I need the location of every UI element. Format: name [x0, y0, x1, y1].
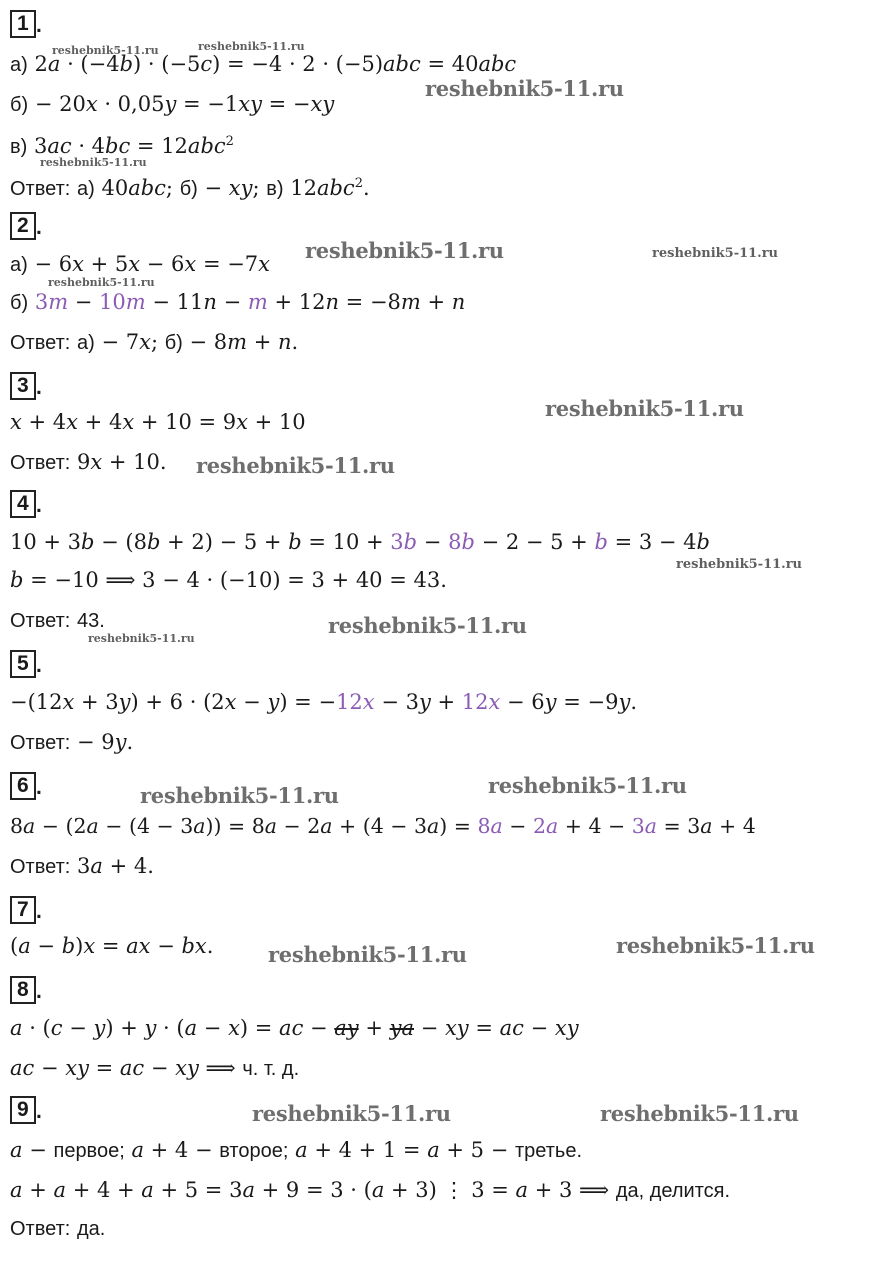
watermark: reshebnik5-11.ru — [425, 76, 624, 101]
answer-line: Ответ: а) 40abc; б) − xy; в) 12abc$^2$. — [10, 176, 370, 200]
problem-number: 5 — [10, 650, 36, 678]
problem-number: 4 — [10, 490, 36, 518]
answer-line: Ответ: да. — [10, 1218, 106, 1240]
number-dot: . — [36, 980, 42, 1003]
number-dot: . — [36, 1100, 42, 1123]
solution-line: (a − b)x = ax − bx. — [10, 934, 214, 958]
answer-line: Ответ: − 9y. — [10, 730, 134, 754]
watermark: reshebnik5-11.ru — [305, 238, 504, 263]
answer-line: Ответ: 43. — [10, 610, 105, 632]
solution-line: x + 4x + 4x + 10 = 9x + 10 — [10, 410, 306, 434]
watermark: reshebnik5-11.ru — [616, 933, 815, 958]
watermark: reshebnik5-11.ru — [268, 942, 467, 967]
solution-line: 10 + 3b − (8b + 2) − 5 + b = 10 + 3b − 8b − 2 − 5 + b = 3 − 4b — [10, 530, 710, 554]
number-dot: . — [36, 216, 42, 239]
watermark: reshebnik5-11.ru — [652, 246, 779, 261]
solution-line: b = −10 ⟹ 3 − 4 · (−10) = 3 + 40 = 43. — [10, 568, 447, 592]
number-dot: . — [36, 776, 42, 799]
solution-line: а) − 6x + 5x − 6x = −7x — [10, 252, 271, 276]
solution-line: a − первое; a + 4 − второе; a + 4 + 1 = a + 5 − третье. — [10, 1138, 583, 1162]
problem-number: 3 — [10, 372, 36, 400]
solution-line: б) − 20x · 0,05y = −1xy = −xy — [10, 92, 335, 116]
watermark: reshebnik5-11.ru — [328, 613, 527, 638]
watermark: reshebnik5-11.ru — [52, 44, 159, 57]
number-dot: . — [36, 654, 42, 677]
watermark: reshebnik5-11.ru — [600, 1101, 799, 1126]
problem-number: 1 — [10, 10, 36, 38]
watermark: reshebnik5-11.ru — [252, 1101, 451, 1126]
watermark: reshebnik5-11.ru — [140, 783, 339, 808]
number-dot: . — [36, 14, 42, 37]
problem-number: 2 — [10, 212, 36, 240]
watermark: reshebnik5-11.ru — [40, 156, 147, 169]
number-dot: . — [36, 900, 42, 923]
watermark: reshebnik5-11.ru — [198, 40, 305, 53]
problem-number: 8 — [10, 976, 36, 1004]
watermark: reshebnik5-11.ru — [676, 557, 803, 572]
solution-line: a + a + 4 + a + 5 = 3a + 9 = 3 · (a + 3) ⋮ 3 = a + 3 ⟹ да, делится. — [10, 1178, 731, 1202]
problem-number: 7 — [10, 896, 36, 924]
solution-line: б) 3m − 10m − 11n − m + 12n = −8m + n — [10, 290, 466, 314]
watermark: reshebnik5-11.ru — [48, 276, 155, 289]
answer-line: Ответ: 3a + 4. — [10, 854, 154, 878]
answer-line: Ответ: а) − 7x; б) − 8m + n. — [10, 330, 299, 354]
watermark: reshebnik5-11.ru — [88, 632, 195, 645]
watermark: reshebnik5-11.ru — [196, 453, 395, 478]
problem-number: 9 — [10, 1096, 36, 1124]
watermark: reshebnik5-11.ru — [488, 773, 687, 798]
solution-line: a · (c − y) + y · (a − x) = ac − ay + ya − xy = ac − xy — [10, 1016, 579, 1040]
solution-line: в) 3ac · 4bc = 12abc$^2$ — [10, 134, 234, 158]
answer-line: Ответ: 9x + 10. — [10, 450, 167, 474]
solution-line: а) 2a · (−4b) · (−5c) = −4 · 2 · (−5)abc = 40abc — [10, 52, 517, 76]
number-dot: . — [36, 376, 42, 399]
watermark: reshebnik5-11.ru — [545, 396, 744, 421]
solution-line: −(12x + 3y) + 6 · (2x − y) = −12x − 3y + 12x − 6y = −9y. — [10, 690, 638, 714]
solution-line: 8a − (2a − (4 − 3a)) = 8a − 2a + (4 − 3a) = 8a − 2a + 4 − 3a = 3a + 4 — [10, 814, 756, 838]
problem-number: 6 — [10, 772, 36, 800]
number-dot: . — [36, 494, 42, 517]
solution-line: ac − xy = ac − xy ⟹ ч. т. д. — [10, 1056, 300, 1080]
